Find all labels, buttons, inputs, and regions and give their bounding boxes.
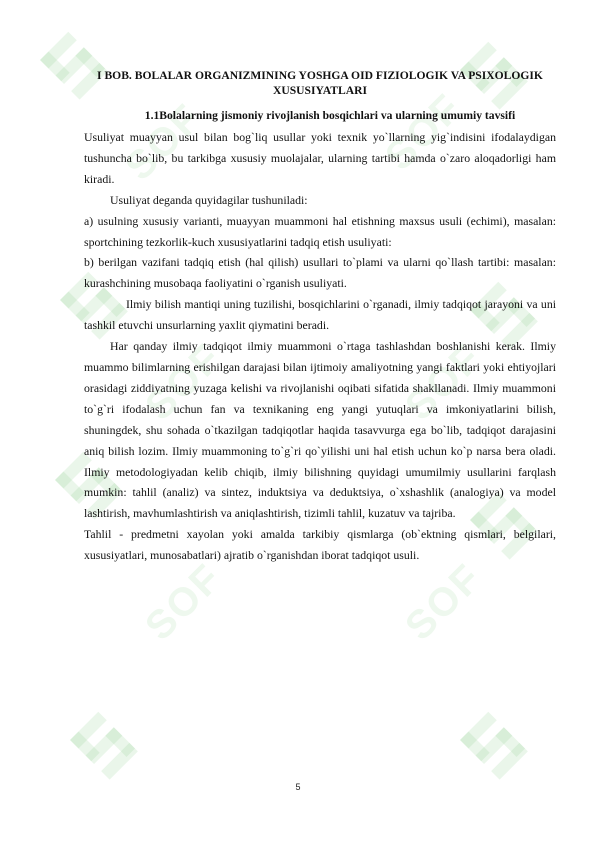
paragraph: a) usulning xususiy varianti, muayyan muammoni hal etishning maxsus usuli (echimi), masalan: sportchining tezkorlik-kuch xususiyatlarini tadqiq etish usuliyati:: [84, 213, 556, 249]
watermark-text: SOF: [397, 555, 491, 649]
paragraph: Usuliyat deganda quyidagilar tushuniladi:: [110, 192, 308, 207]
chapter-title: I BOB. BOLALAR ORGANIZMINING YOSHGA OID FIZIOLOGIK VA PSIXOLOGIK XUSUSIYATLARI: [97, 69, 543, 97]
watermark-text: SOF: [377, 85, 471, 179]
paragraph: Ilmiy bilish mantiqi uning tuzilishi, bosqichlarini o`rganadi, ilmiy tadqiqot jarayoni va uni tashkil etuvchi unsurlarning yaxlit qiymatini beradi.: [84, 297, 556, 333]
watermark-text: SOF: [397, 335, 491, 429]
paragraph: Tahlil - predmetni xayolan yoki amalda tarkibiy qismlarga (ob`ektning qismlari, belgilari, xususiyatlari, munosabatlari) ajratib o`rganishdan iborat tadqiqot usuli.: [84, 527, 556, 563]
watermark-text: SOF: [137, 335, 231, 429]
watermark-text: SOF: [137, 555, 231, 649]
paragraph: Har qanday ilmiy tadqiqot ilmiy muammoni o`rtaga tashlashdan boshlanishi kerak. Ilmiy muammo bilimlarning erishilgan darajasi bilan ijtimoiy amaliyotning yangi faktlari yoki ehtiyojlari orasidagi ziddiyatning yuzaga kelishi va rivojlanishi oqibati sifatida shakllanadi. Ilmiy muammoni to`g`ri ifodalash uchun fan va texnikaning eng yangi yutuqlari va imkoniyatlarini bilish, shuningdek, shu sohada o`tkazilgan tadqiqotlar haqida tasavvurga ega bo`lib, tadqiqot darajasini aniq bilish lozim. Ilmiy muammoning to`g`ri qo`yilishi uni hal etish uchun ko`p narsa bera oladi. Ilmiy metodologiyadan kelib chiqib, ilmiy bilishning quyidagi umumilmiy usullarini farqlash mumkin: tahlil (analiz) va sintez, induktsiya va deduktsiya, o`xshashlik (analogiya) va model lashtirish, mavhumlashtirish va aniqlashtirish, tizimli tahlil, kuzatuv va tajriba.: [84, 339, 556, 521]
watermark-text: SOF: [117, 95, 211, 189]
document-body: [84, 68, 556, 566]
paragraph: b) berilgan vazifani tadqiq etish (hal qilish) usullari to`plami va ularni qo`llash tartibi: masalan: kurashchining musobaqa faoliyatini o`rganish usuliyati.: [84, 255, 556, 291]
page-number: 5: [295, 782, 301, 792]
section-title: 1.1Bolalarning jismoniy rivojlanish bosqichlari va ularning umumiy tavsifi: [144, 109, 516, 122]
paragraph: Usuliyat muayyan usul bilan bog`liq usullar yoki texnik yo`llarning yig`indisini ifodalaydigan tushuncha bo`lib, bu tarkibga xususiy muolajalar, ularning tartibi hamda o`zaro aloqadorligi ham kiradi.: [84, 130, 556, 186]
